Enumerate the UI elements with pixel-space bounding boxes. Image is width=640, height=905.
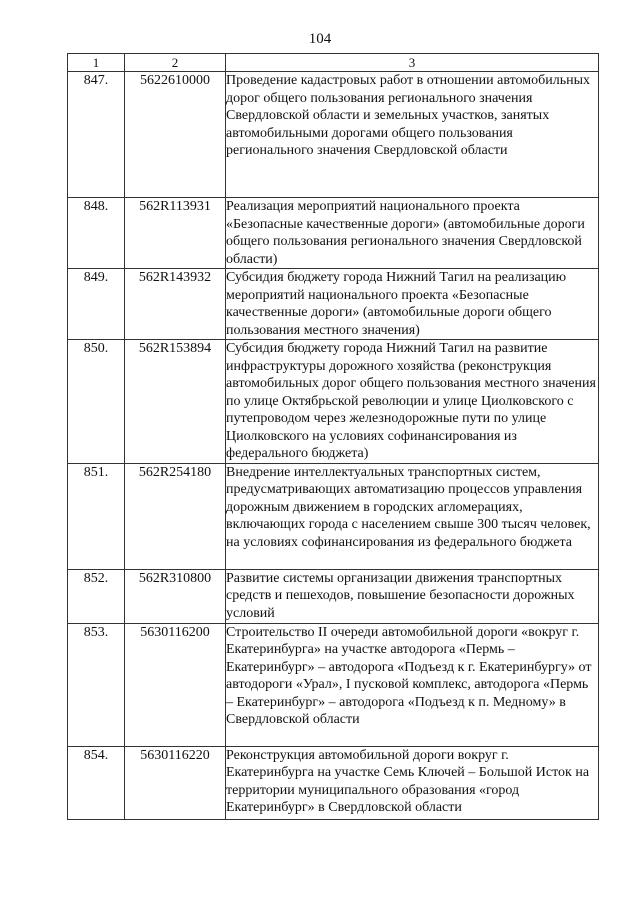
row-code: 5630116220 [125, 746, 226, 819]
row-number: 849. [68, 269, 125, 340]
table-row [68, 72, 599, 198]
row-number: 853. [68, 623, 125, 746]
row-description: Внедрение интеллектуальных транспортных систем, предусматривающих автоматизацию процессов управления дорожным движением в городских агломерациях, включающих города с населением свыше 300 тысяч человек, на условиях софинансирования из федерального бюджета [226, 463, 599, 569]
row-description: Развитие системы организации движения транспортных средств и пешеходов, повышение безопасности дорожных условий [226, 569, 599, 623]
row-description: Реализация мероприятий национального проекта «Безопасные качественные дороги» (автомобильные дороги общего пользования регионального значения Свердловской области) [226, 198, 599, 269]
row-number: 851. [68, 463, 125, 569]
row-number: 847. [68, 72, 125, 198]
row-description: Строительство II очереди автомобильной дороги «вокруг г. Екатеринбурга» на участке автодорога «Пермь – Екатеринбург» – автодорога «Подъезд к г. Екатеринбургу» от автодороги «Урал», I пусковой комплекс, автодорога «Пермь – Екатеринбург» – автодорога «Подъезд к п. Медному» в Свердловской области [226, 623, 599, 746]
row-code: 562R153894 [125, 340, 226, 464]
row-number: 850. [68, 340, 125, 464]
table-row [68, 569, 599, 623]
header-cell-2: 2 [125, 54, 226, 72]
row-number: 854. [68, 746, 125, 819]
table-row [68, 623, 599, 746]
row-description: Проведение кадастровых работ в отношении автомобильных дорог общего пользования регионального значения Свердловской области и земельных участков, занятых автомобильными дорогами общего пользования регионального значения Свердловской области [226, 72, 599, 198]
row-code: 562R310800 [125, 569, 226, 623]
row-number: 848. [68, 198, 125, 269]
row-number: 852. [68, 569, 125, 623]
row-code: 5622610000 [125, 72, 226, 198]
budget-table [67, 53, 599, 820]
row-code: 562R254180 [125, 463, 226, 569]
row-code: 562R143932 [125, 269, 226, 340]
header-cell-3: 3 [226, 54, 599, 72]
row-description: Реконструкция автомобильной дороги вокруг г. Екатеринбурга на участке Семь Ключей – Большой Исток на территории муниципального образования «город Екатеринбург» в Свердловской области [226, 746, 599, 819]
table-row [68, 198, 599, 269]
page-number: 104 [308, 31, 332, 47]
table-row [68, 340, 599, 464]
header-cell-1: 1 [68, 54, 125, 72]
row-description: Субсидия бюджету города Нижний Тагил на реализацию мероприятий национального проекта «Безопасные качественные дороги» (автомобильные дороги общего пользования местного значения) [226, 269, 599, 340]
row-code: 5630116200 [125, 623, 226, 746]
row-description: Субсидия бюджету города Нижний Тагил на развитие инфраструктуры дорожного хозяйства (реконструкция автомобильных дорог общего пользования местного значения по улице Октябрьской революции и улице Циолковского с путепроводом через железнодорожные пути по улице Циолковского на условиях софинансирования из федерального бюджета) [226, 340, 599, 464]
table-row [68, 463, 599, 569]
row-code: 562R113931 [125, 198, 226, 269]
table-row [68, 269, 599, 340]
header-row [68, 54, 599, 72]
table-row [68, 746, 599, 819]
